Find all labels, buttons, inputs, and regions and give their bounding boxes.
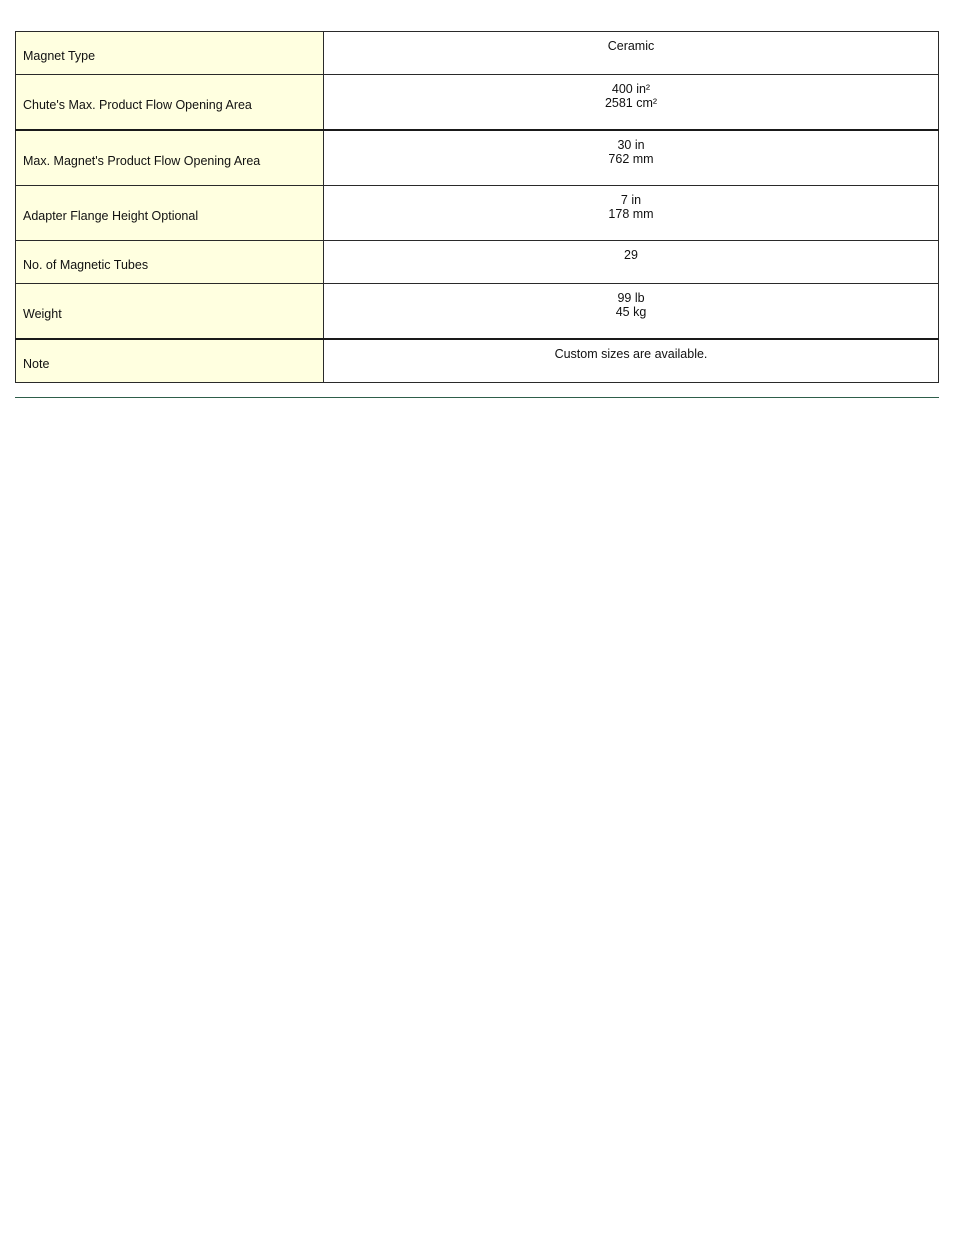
table-row-weight — [16, 284, 939, 340]
table-row-chute-opening-area — [16, 75, 939, 131]
value-note: Custom sizes are available. — [554, 347, 708, 361]
label-cell — [16, 75, 324, 131]
value-cell — [324, 75, 939, 131]
value-magnet-type: Ceramic — [607, 39, 655, 53]
value-magnetic-tubes: 29 — [624, 248, 638, 262]
row-label-magnet-opening-area: Max. Magnet's Product Flow Opening Area — [23, 154, 261, 168]
value-cell — [324, 186, 939, 241]
value-weight-metric: 45 kg — [615, 304, 647, 319]
label-cell — [16, 186, 324, 241]
value-magnet-opening-area-imperial: 30 in — [617, 138, 645, 152]
value-weight-imperial: 99 lb — [617, 291, 645, 305]
table-row-magnet-opening-area — [16, 130, 939, 186]
value-adapter-flange-height-imperial: 7 in — [620, 193, 642, 207]
table-row-magnet-type — [16, 32, 939, 75]
value-magnet-opening-area-metric: 762 mm — [608, 151, 654, 166]
value-chute-opening-area-metric: 2581 cm² — [604, 95, 658, 110]
table-row-magnetic-tubes — [16, 241, 939, 284]
row-label-chute-opening-area: Chute's Max. Product Flow Opening Area — [23, 98, 252, 112]
label-cell — [16, 339, 324, 383]
value-cell — [324, 339, 939, 383]
label-cell — [16, 130, 324, 186]
value-adapter-flange-height-metric: 178 mm — [608, 206, 654, 221]
label-cell — [16, 284, 324, 340]
table-row-note — [16, 339, 939, 383]
value-cell — [324, 32, 939, 75]
horizontal-divider — [15, 397, 939, 398]
specifications-table — [15, 31, 939, 383]
row-label-magnetic-tubes: No. of Magnetic Tubes — [23, 258, 149, 272]
value-cell — [324, 284, 939, 340]
row-label-magnet-type: Magnet Type — [23, 49, 96, 63]
row-label-adapter-flange-height: Adapter Flange Height Optional — [23, 209, 199, 223]
label-cell — [16, 32, 324, 75]
row-label-note: Note — [23, 357, 50, 371]
value-chute-opening-area-imperial: 400 in² — [611, 82, 651, 96]
value-cell — [324, 241, 939, 284]
label-cell — [16, 241, 324, 284]
row-label-weight: Weight — [23, 307, 62, 321]
table-row-adapter-flange-height — [16, 186, 939, 241]
value-cell — [324, 130, 939, 186]
